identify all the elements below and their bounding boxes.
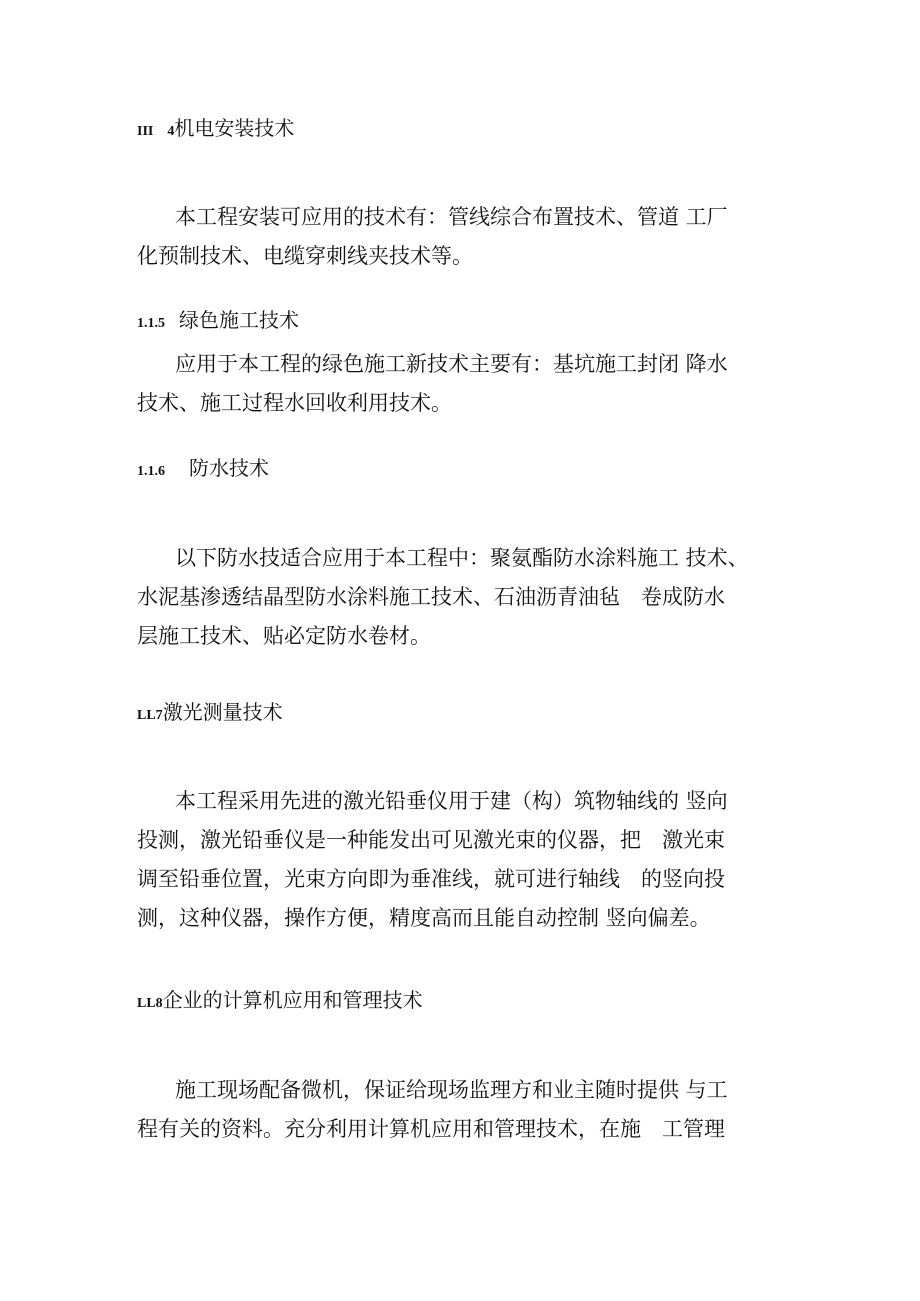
section-number-2: 1.1.5	[137, 316, 165, 331]
section-number-3: 1.1.6	[137, 464, 165, 479]
section-title-1: 机电安装技术	[174, 116, 295, 140]
paragraph-line: 水泥基渗透结晶型防水涂料施工技术、石油沥青油毡 卷成防水	[137, 585, 725, 609]
section-title-5: 企业的计算机应用和管理技术	[162, 988, 423, 1012]
section-paragraph-5	[137, 1071, 787, 1149]
section-heading-4	[137, 697, 283, 731]
paragraph-line: 投测，激光铅垂仪是一种能发出可见激光束的仪器，把 激光束	[137, 828, 725, 852]
paragraph-line: 以下防水技适合应用于本工程中：聚氨酯防水涂料施工 技术、	[175, 546, 749, 570]
section-number-5: LL8	[137, 996, 163, 1011]
section-paragraph-3	[137, 539, 787, 656]
section-heading-2	[137, 305, 299, 339]
paragraph-line: 本工程采用先进的激光铅垂仪用于建（构）筑物轴线的 竖向	[175, 789, 728, 813]
paragraph-line: 调至铅垂位置，光束方向即为垂准线，就可进行轴线 的竖向投	[137, 867, 725, 891]
section-paragraph-2	[137, 345, 787, 423]
section-heading-3	[137, 453, 269, 487]
section-title-3: 防水技术	[189, 456, 269, 480]
section-heading-5	[137, 985, 423, 1019]
paragraph-line: 技术、施工过程水回收利用技术。	[137, 391, 452, 415]
section-title-4: 激光测量技术	[162, 700, 283, 724]
section-number-4: LL7	[137, 708, 163, 723]
section-paragraph-1	[137, 198, 787, 276]
paragraph-line: 测，这种仪器，操作方便，精度高而且能自动控制 竖向偏差。	[137, 906, 711, 930]
paragraph-line: 应用于本工程的绿色施工新技术主要有：基坑施工封闭 降水	[175, 352, 728, 376]
paragraph-line: 层施工技术、贴必定防水卷材。	[137, 624, 431, 648]
section-title-2: 绿色施工技术	[179, 308, 299, 332]
paragraph-line: 化预制技术、电缆穿刺线夹技术等。	[137, 244, 473, 268]
section-number-1: III 4	[137, 124, 175, 139]
section-paragraph-4	[137, 782, 787, 938]
paragraph-line: 本工程安装可应用的技术有：管线综合布置技术、管道 工厂	[175, 205, 728, 229]
paragraph-line: 程有关的资料。充分利用计算机应用和管理技术，在施 工管理	[137, 1117, 725, 1141]
paragraph-line: 施工现场配备微机，保证给现场监理方和业主随时提供 与工	[175, 1078, 728, 1102]
section-heading-1	[137, 113, 294, 147]
